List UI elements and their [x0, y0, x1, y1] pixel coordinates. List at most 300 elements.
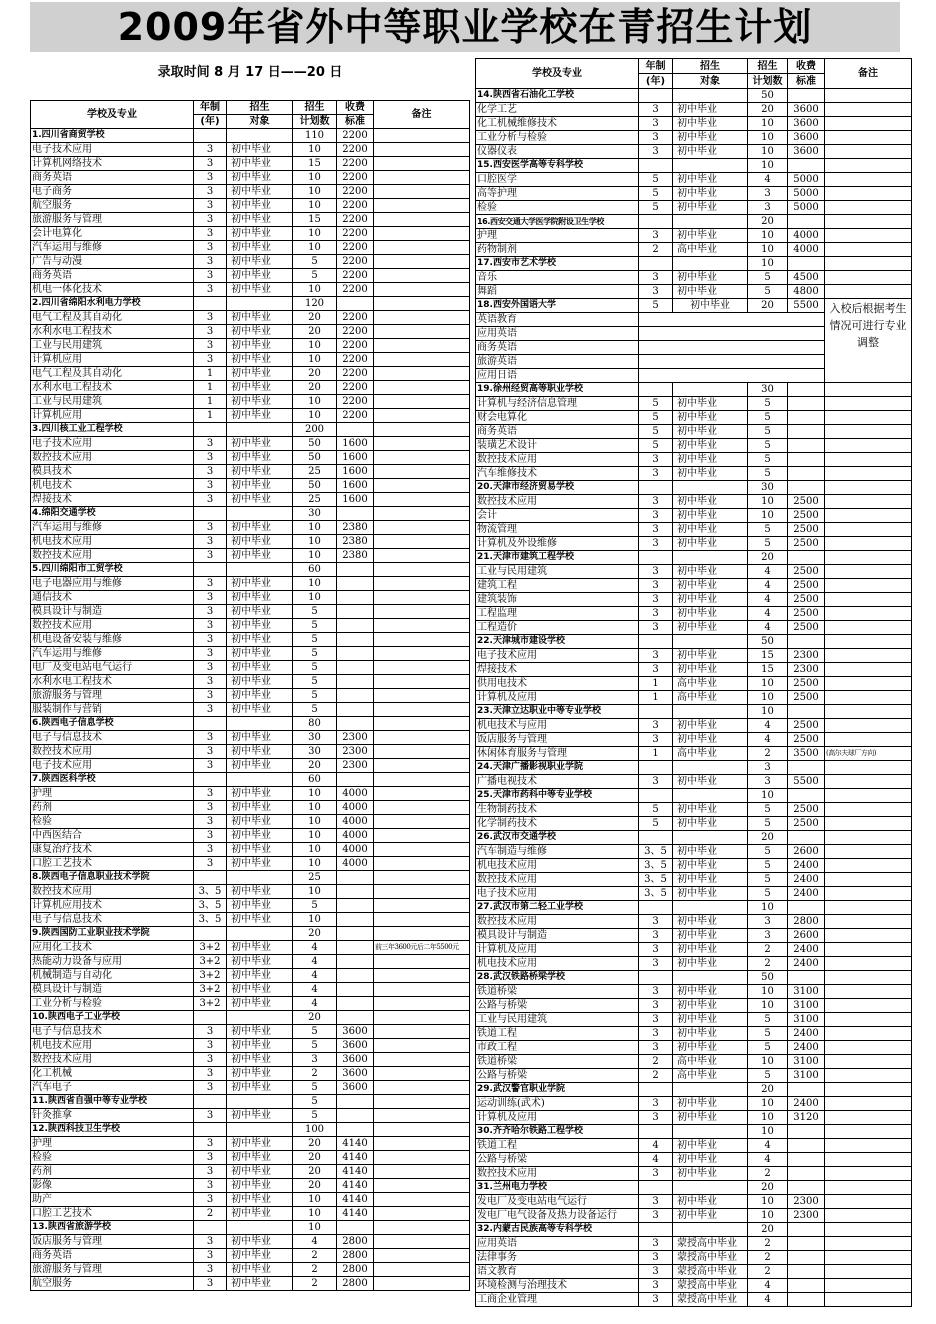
years-cell	[639, 831, 673, 845]
plan-count-cell: 2	[748, 957, 788, 971]
target-cell: 初中毕业	[227, 1151, 293, 1165]
remark-cell	[374, 1263, 470, 1277]
years-cell: 3	[194, 759, 227, 773]
plan-count-cell: 2	[293, 1067, 337, 1081]
years-cell: 3	[639, 985, 673, 999]
target-cell	[227, 297, 293, 311]
major-row	[476, 775, 912, 789]
remark-cell	[374, 745, 470, 759]
target-cell: 初中毕业	[673, 285, 748, 299]
plan-count-cell: 10	[293, 1193, 337, 1207]
remark-cell	[825, 803, 912, 817]
plan-count-cell: 5	[293, 605, 337, 619]
major-name: 机电技术应用	[476, 859, 639, 873]
header-target: 招生	[227, 101, 293, 115]
major-row	[31, 633, 470, 647]
major-row	[31, 1053, 470, 1067]
plan-count-cell: 10	[293, 885, 337, 899]
target-cell: 初中毕业	[227, 367, 293, 381]
fee-cell: 5500	[788, 299, 825, 313]
remark-cell	[825, 551, 912, 565]
school-name: 26.武汉市交通学校	[476, 831, 639, 845]
fee-cell: 2500	[788, 817, 825, 831]
plan-count-cell: 5	[293, 703, 337, 717]
plan-count-cell: 20	[748, 1083, 788, 1097]
target-cell: 初中毕业	[673, 621, 748, 635]
remark-cell	[374, 283, 470, 297]
remark-cell	[825, 677, 912, 691]
major-name: 数控技术应用	[31, 885, 194, 899]
major-row	[31, 185, 470, 199]
major-name: 法律事务	[476, 1251, 639, 1265]
plan-count-cell: 4	[293, 1235, 337, 1249]
fee-cell: 2400	[788, 1097, 825, 1111]
major-name: 电子技术应用	[31, 759, 194, 773]
remark-cell	[374, 857, 470, 871]
years-cell	[639, 159, 673, 173]
years-cell: 3	[194, 213, 227, 227]
fee-cell	[788, 1139, 825, 1153]
years-cell	[194, 423, 227, 437]
target-cell: 初中毕业	[227, 843, 293, 857]
years-cell	[194, 297, 227, 311]
remark-cell	[374, 367, 470, 381]
years-cell: 5	[639, 411, 673, 425]
major-name: 工业与民用建筑	[31, 339, 194, 353]
years-cell	[639, 971, 673, 985]
fee-cell: 3600	[788, 117, 825, 131]
target-cell: 初中毕业	[227, 283, 293, 297]
years-cell: 3	[194, 269, 227, 283]
remark-cell	[825, 719, 912, 733]
plan-count-cell: 5	[748, 523, 788, 537]
years-cell	[639, 901, 673, 915]
target-cell: 初中毕业	[673, 803, 748, 817]
target-cell: 初中毕业	[673, 649, 748, 663]
major-row	[31, 1081, 470, 1095]
major-row	[31, 451, 470, 465]
major-name: 公路与桥梁	[476, 1153, 639, 1167]
plan-count-cell: 5	[748, 285, 788, 299]
plan-count-cell: 4	[748, 593, 788, 607]
major-row	[476, 1013, 912, 1027]
years-cell	[194, 1095, 227, 1109]
fee-cell: 1600	[337, 493, 374, 507]
fee-cell: 2500	[788, 593, 825, 607]
target-cell: 初中毕业	[673, 299, 748, 313]
major-name: 铁道桥梁	[476, 985, 639, 999]
plan-count-cell: 15	[293, 157, 337, 171]
remark-cell	[825, 383, 912, 397]
fee-cell	[337, 675, 374, 689]
fee-cell: 2500	[788, 523, 825, 537]
major-row	[31, 1025, 470, 1039]
target-cell: 初中毕业	[227, 1277, 293, 1291]
remark-cell	[825, 1181, 912, 1195]
target-cell: 初中毕业	[227, 997, 293, 1011]
remark-cell	[374, 157, 470, 171]
remark-cell	[374, 269, 470, 283]
fee-cell: 2200	[337, 227, 374, 241]
remark-cell	[825, 1153, 912, 1167]
remark-cell	[374, 899, 470, 913]
target-cell: 初中毕业	[673, 439, 748, 453]
fee-cell: 2200	[337, 325, 374, 339]
major-row	[31, 843, 470, 857]
major-name: 铁道工程	[476, 1027, 639, 1041]
major-row	[31, 479, 470, 493]
remark-cell	[825, 831, 912, 845]
remark-cell	[825, 495, 912, 509]
years-cell: 1	[194, 367, 227, 381]
plan-count-cell: 4	[748, 1139, 788, 1153]
remark-cell	[825, 1251, 912, 1265]
fee-cell	[337, 703, 374, 717]
remark-cell	[374, 801, 470, 815]
plan-count-cell: 15	[748, 649, 788, 663]
years-cell: 3	[194, 1193, 227, 1207]
years-cell: 5	[639, 425, 673, 439]
remark-cell	[374, 577, 470, 591]
plan-count-cell: 10	[293, 241, 337, 255]
years-cell: 3	[194, 451, 227, 465]
remark-cell	[825, 1237, 912, 1251]
major-name: 航空服务	[31, 199, 194, 213]
major-row	[476, 229, 912, 243]
school-row	[31, 1095, 470, 1109]
plan-count-cell: 10	[293, 577, 337, 591]
fee-cell: 2500	[788, 691, 825, 705]
target-cell: 初中毕业	[227, 829, 293, 843]
remark-cell	[825, 1139, 912, 1153]
target-cell	[673, 1181, 748, 1195]
years-cell: 5	[639, 187, 673, 201]
major-name: 化学工艺	[476, 103, 639, 117]
major-row	[31, 1039, 470, 1053]
target-cell: 初中毕业	[227, 759, 293, 773]
fee-cell: 2200	[337, 213, 374, 227]
years-cell: 3	[639, 733, 673, 747]
major-name: 公路与桥梁	[476, 1069, 639, 1083]
major-name: 机电一体化技术	[31, 283, 194, 297]
fee-cell: 4000	[337, 787, 374, 801]
remark-cell	[825, 103, 912, 117]
plan-count-cell: 5	[748, 397, 788, 411]
plan-count-cell: 10	[748, 691, 788, 705]
major-name: 针灸推拿	[31, 1109, 194, 1123]
plan-count-cell: 110	[293, 129, 337, 143]
years-cell: 3	[194, 465, 227, 479]
fee-cell: 2200	[337, 353, 374, 367]
school-name: 5.四川绵阳市工贸学校	[31, 563, 194, 577]
major-row	[31, 521, 470, 535]
major-row	[476, 1167, 912, 1181]
major-row	[476, 985, 912, 999]
years-cell: 3	[194, 353, 227, 367]
school-name: 22.天津城市建设学校	[476, 635, 639, 649]
fee-cell: 2500	[788, 803, 825, 817]
fee-cell	[337, 997, 374, 1011]
target-cell: 初中毕业	[227, 521, 293, 535]
remark-cell	[825, 243, 912, 257]
target-cell: 初中毕业	[673, 229, 748, 243]
major-name: 药剂	[31, 801, 194, 815]
fee-cell: 2500	[788, 621, 825, 635]
fee-cell: 2400	[788, 1027, 825, 1041]
plan-count-cell: 10	[748, 1111, 788, 1125]
fee-cell	[337, 1123, 374, 1137]
school-name: 19.徐州经贸高等职业学校	[476, 383, 639, 397]
remark-cell	[825, 201, 912, 215]
header-count-sub: 计划数	[293, 115, 337, 129]
remark-cell	[825, 565, 912, 579]
years-cell: 3	[639, 1027, 673, 1041]
remark-cell	[374, 1053, 470, 1067]
remark-cell	[374, 563, 470, 577]
years-cell: 3	[639, 649, 673, 663]
target-cell: 初中毕业	[227, 1081, 293, 1095]
plan-count-cell: 5	[293, 1081, 337, 1095]
years-cell	[194, 1011, 227, 1025]
remark-cell	[374, 1025, 470, 1039]
major-row	[31, 1277, 470, 1291]
fee-cell: 3500	[788, 747, 825, 761]
plan-count-cell: 10	[748, 1055, 788, 1069]
target-cell: 初中毕业	[673, 1111, 748, 1125]
major-name: 数控技术应用	[31, 1053, 194, 1067]
fee-cell: 2500	[788, 579, 825, 593]
major-name: 计算机及应用	[476, 691, 639, 705]
years-cell	[194, 927, 227, 941]
remark-cell	[825, 1111, 912, 1125]
years-cell: 5	[639, 299, 673, 313]
major-name: 机械制造与自动化	[31, 969, 194, 983]
remark-cell	[374, 353, 470, 367]
years-cell: 3	[639, 929, 673, 943]
major-row	[31, 913, 470, 927]
years-cell: 5	[639, 201, 673, 215]
plan-count-cell: 5	[748, 1027, 788, 1041]
remark-cell	[825, 579, 912, 593]
target-cell: 初中毕业	[673, 1209, 748, 1223]
remark-cell	[374, 997, 470, 1011]
fee-cell	[337, 661, 374, 675]
major-row	[31, 255, 470, 269]
major-row	[476, 495, 912, 509]
fee-cell	[788, 1125, 825, 1139]
major-row	[476, 845, 912, 859]
major-name: 市政工程	[476, 1041, 639, 1055]
fee-cell: 4140	[337, 1165, 374, 1179]
target-cell: 高中毕业	[673, 691, 748, 705]
fee-cell: 2300	[788, 663, 825, 677]
years-cell: 3	[194, 1067, 227, 1081]
fee-cell	[337, 927, 374, 941]
major-row	[476, 649, 912, 663]
fee-cell: 2200	[337, 241, 374, 255]
plan-count-cell: 4	[748, 579, 788, 593]
years-cell: 3	[194, 605, 227, 619]
left-enrollment-table	[30, 100, 469, 1291]
years-cell: 3	[194, 283, 227, 297]
fee-cell: 2600	[788, 845, 825, 859]
plan-count-cell: 15	[293, 213, 337, 227]
header-fee-sub: 标准	[788, 74, 825, 89]
fee-cell: 3100	[788, 999, 825, 1013]
target-cell: 初中毕业	[227, 661, 293, 675]
plan-count-cell: 10	[748, 243, 788, 257]
header-remark: 备注	[825, 59, 912, 89]
years-cell: 3	[639, 1097, 673, 1111]
years-cell: 3	[639, 943, 673, 957]
years-cell: 3	[639, 1293, 673, 1307]
school-row	[476, 481, 912, 495]
major-row	[476, 1097, 912, 1111]
major-name: 化工机械维修技术	[476, 117, 639, 131]
years-cell: 5	[639, 439, 673, 453]
fee-cell	[788, 635, 825, 649]
header-target: 招生	[673, 59, 748, 74]
plan-count-cell: 5	[748, 873, 788, 887]
fee-cell: 2500	[788, 607, 825, 621]
years-cell: 5	[639, 817, 673, 831]
remark-cell	[825, 817, 912, 831]
target-cell	[673, 761, 748, 775]
years-cell: 3	[639, 607, 673, 621]
years-cell: 2	[194, 1207, 227, 1221]
major-name: 机电技术应用	[476, 957, 639, 971]
remark-cell	[825, 621, 912, 635]
remark-cell	[825, 691, 912, 705]
remark-cell	[825, 1265, 912, 1279]
plan-count-cell: 25	[293, 465, 337, 479]
school-name: 32.内蒙古民族高等专科学校	[476, 1223, 639, 1237]
major-name: 热能动力设备与应用	[31, 955, 194, 969]
major-name: 物流管理	[476, 523, 639, 537]
target-cell: 蒙授高中毕业	[673, 1279, 748, 1293]
major-name: 舞蹈	[476, 285, 639, 299]
target-cell: 初中毕业	[227, 171, 293, 185]
years-cell: 3	[194, 619, 227, 633]
major-row	[476, 467, 912, 481]
fee-cell: 3100	[788, 1069, 825, 1083]
major-row	[31, 1249, 470, 1263]
target-cell: 初中毕业	[673, 663, 748, 677]
plan-count-cell: 5	[748, 1013, 788, 1027]
major-row	[476, 523, 912, 537]
major-name: 旅游服务与管理	[31, 689, 194, 703]
major-row	[31, 829, 470, 843]
years-cell	[639, 1181, 673, 1195]
fee-cell: 2300	[788, 649, 825, 663]
remark-cell	[374, 843, 470, 857]
target-cell	[673, 971, 748, 985]
fee-cell: 2200	[337, 157, 374, 171]
plan-count-cell: 10	[293, 1221, 337, 1235]
school-name: 7.陕西医科学校	[31, 773, 194, 787]
plan-count-cell: 10	[293, 591, 337, 605]
years-cell: 3	[639, 453, 673, 467]
major-name: 服装制作与营销	[31, 703, 194, 717]
years-cell: 3	[639, 915, 673, 929]
target-cell: 初中毕业	[227, 899, 293, 913]
major-name: 数控技术应用	[476, 495, 639, 509]
remark-cell	[374, 535, 470, 549]
years-cell: 1	[639, 677, 673, 691]
header-years: 年制	[194, 101, 227, 115]
fee-cell: 3600	[337, 1053, 374, 1067]
fee-cell: 2200	[337, 171, 374, 185]
header-school-major: 学校及专业	[476, 59, 639, 89]
major-name: 数控技术应用	[31, 619, 194, 633]
major-row	[31, 801, 470, 815]
major-row	[31, 745, 470, 759]
major-name: 机电技术与应用	[476, 719, 639, 733]
header-target-sub: 对象	[227, 115, 293, 129]
plan-count-cell: 5	[748, 271, 788, 285]
header-count: 招生	[293, 101, 337, 115]
major-row	[31, 311, 470, 325]
years-cell: 3	[194, 171, 227, 185]
major-row	[31, 703, 470, 717]
fee-cell: 2200	[337, 185, 374, 199]
fee-cell: 5000	[788, 201, 825, 215]
years-cell: 2	[639, 1055, 673, 1069]
fee-cell	[337, 1095, 374, 1109]
remark-cell	[374, 1221, 470, 1235]
target-cell: 初中毕业	[673, 1097, 748, 1111]
fee-cell	[788, 1167, 825, 1181]
years-cell: 3	[194, 1249, 227, 1263]
major-name: 旅游英语	[476, 355, 639, 369]
major-name: 商务英语	[31, 269, 194, 283]
remark-cell	[825, 159, 912, 173]
plan-count-cell: 5	[293, 661, 337, 675]
target-cell: 初中毕业	[227, 437, 293, 451]
fee-cell	[788, 1279, 825, 1293]
major-row	[31, 535, 470, 549]
major-row	[31, 283, 470, 297]
major-name: 护理	[476, 229, 639, 243]
school-row	[476, 1083, 912, 1097]
major-row	[476, 103, 912, 117]
major-name: 影像	[31, 1179, 194, 1193]
school-row	[31, 423, 470, 437]
major-name: 工程造价	[476, 621, 639, 635]
years-cell: 3	[194, 787, 227, 801]
years-cell: 3	[639, 579, 673, 593]
target-cell: 初中毕业	[673, 117, 748, 131]
remark-cell	[825, 1279, 912, 1293]
remark-cell: 前三年3600元后二年5500元	[374, 941, 470, 955]
target-cell	[227, 563, 293, 577]
years-cell	[194, 773, 227, 787]
plan-count-cell: 20	[748, 1181, 788, 1195]
plan-count-cell: 30	[293, 745, 337, 759]
fee-cell: 4140	[337, 1137, 374, 1151]
school-name: 17.西安市艺术学校	[476, 257, 639, 271]
remark-cell	[825, 1195, 912, 1209]
target-cell: 初中毕业	[673, 495, 748, 509]
major-row	[31, 619, 470, 633]
school-row	[31, 297, 470, 311]
plan-count-cell: 5	[293, 675, 337, 689]
target-cell: 初中毕业	[673, 397, 748, 411]
target-cell: 初中毕业	[673, 187, 748, 201]
fee-cell	[788, 1293, 825, 1307]
remark-cell	[825, 467, 912, 481]
remark-cell	[825, 509, 912, 523]
